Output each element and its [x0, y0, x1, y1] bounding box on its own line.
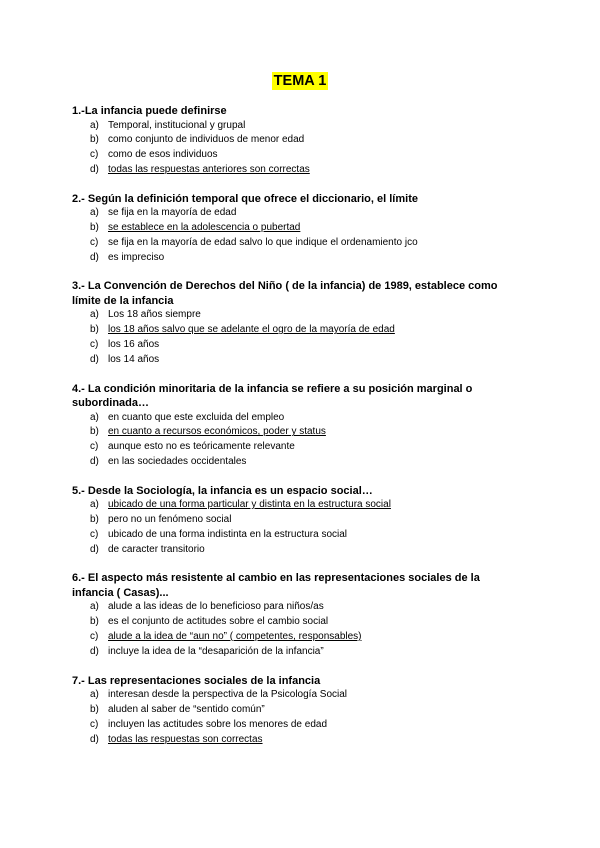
- option-item: [90, 425, 522, 440]
- option-item: [90, 543, 522, 558]
- option-item: [90, 221, 522, 236]
- option-item: [90, 440, 522, 455]
- option-text-correct: alude a la idea de “aun no” ( competentes, responsables): [108, 631, 362, 643]
- option-letter: a): [90, 601, 99, 613]
- page-title: TEMA 1: [273, 73, 327, 89]
- option-list: [72, 308, 522, 367]
- option-text: los 16 años: [108, 338, 160, 350]
- option-item: [90, 645, 522, 660]
- option-letter: c): [90, 528, 99, 540]
- option-item: [90, 411, 522, 426]
- option-item: [90, 528, 522, 543]
- option-text: alude a las ideas de lo beneficioso para niños/as: [108, 601, 324, 613]
- question-text: 4.- La condición minoritaria de la infancia se refiere a su posición marginal o subordinada…: [72, 382, 473, 410]
- option-letter: d): [90, 163, 99, 175]
- option-item: [90, 119, 522, 134]
- option-item: [90, 148, 522, 163]
- option-text: en las sociedades occidentales: [108, 455, 247, 467]
- option-letter: b): [90, 514, 99, 526]
- option-item: [90, 630, 522, 645]
- question-text: 7.- Las representaciones sociales de la infancia: [72, 674, 321, 687]
- option-letter: b): [90, 324, 99, 336]
- option-text: como de esos individuos: [108, 149, 218, 161]
- option-letter: a): [90, 309, 99, 321]
- option-text: pero no un fenómeno social: [108, 514, 232, 526]
- option-item: [90, 206, 522, 221]
- question-text: 3.- La Convención de Derechos del Niño ( de la infancia) de 1989, establece como límite de la infancia: [72, 280, 498, 307]
- option-letter: a): [90, 411, 99, 423]
- option-letter: a): [90, 207, 99, 219]
- option-item: [90, 236, 522, 251]
- question-text: 1.-La infancia puede definirse: [72, 105, 227, 117]
- option-letter: a): [90, 119, 99, 131]
- option-item: [90, 338, 522, 353]
- option-letter: b): [90, 426, 99, 438]
- question-text: 2.- Según la definición temporal que ofrece el diccionario, el límite: [72, 192, 418, 205]
- option-letter: c): [90, 631, 99, 643]
- question-4: [72, 382, 522, 470]
- option-text: incluyen las actitudes sobre los menores de edad: [108, 718, 328, 730]
- option-text: incluye la idea de la “desaparición de la infancia”: [108, 645, 324, 657]
- option-item: [90, 498, 522, 513]
- option-letter: d): [90, 543, 99, 555]
- option-letter: b): [90, 134, 99, 146]
- option-item: [90, 703, 522, 718]
- option-text: como conjunto de individuos de menor edad: [108, 134, 305, 146]
- question-7: [72, 674, 522, 748]
- option-text: se fija en la mayoría de edad: [108, 207, 237, 219]
- option-text: es el conjunto de actitudes sobre el cambio social: [108, 616, 329, 628]
- option-letter: d): [90, 353, 99, 365]
- question-6: [72, 571, 522, 659]
- option-text: es impreciso: [108, 251, 165, 263]
- option-letter: b): [90, 703, 99, 715]
- option-text: Temporal, institucional y grupal: [108, 119, 246, 131]
- question-2: [72, 192, 522, 266]
- option-list: [72, 206, 522, 265]
- question-text: 6.- El aspecto más resistente al cambio en las representaciones sociales de la infancia ( Casas)...: [72, 572, 480, 599]
- option-item: [90, 513, 522, 528]
- question-5: [72, 484, 522, 558]
- option-item: [90, 133, 522, 148]
- title-wrapper: [0, 72, 600, 90]
- option-text: aunque esto no es teóricamente relevante: [108, 441, 295, 453]
- question-text: 5.- Desde la Sociología, la infancia es un espacio social…: [72, 484, 373, 497]
- option-list: [72, 411, 522, 470]
- option-text-correct: todas las respuestas anteriores son correctas: [108, 163, 310, 175]
- option-text: aluden al saber de “sentido común”: [108, 703, 265, 715]
- option-text: los 14 años: [108, 353, 160, 365]
- option-text-correct: se establece en la adolescencia o pubertad: [108, 221, 301, 233]
- option-letter: a): [90, 689, 99, 701]
- option-list: [72, 498, 522, 557]
- option-list: [72, 600, 522, 659]
- option-text-correct: todas las respuestas son correctas: [108, 733, 263, 745]
- option-letter: c): [90, 718, 99, 730]
- option-letter: d): [90, 645, 99, 657]
- option-text: se fija en la mayoría de edad salvo lo que indique el ordenamiento jco: [108, 236, 418, 248]
- option-text: de caracter transitorio: [108, 543, 205, 555]
- option-text-correct: ubicado de una forma particular y distinta en la estructura social: [108, 499, 391, 511]
- option-item: [90, 688, 522, 703]
- option-letter: d): [90, 455, 99, 467]
- question-3: [72, 279, 522, 367]
- option-letter: b): [90, 616, 99, 628]
- option-item: [90, 615, 522, 630]
- option-list: [72, 119, 522, 178]
- option-item: [90, 308, 522, 323]
- option-item: [90, 733, 522, 748]
- option-letter: d): [90, 251, 99, 263]
- option-text-correct: los 18 años salvo que se adelante el ogro de la mayoría de edad: [108, 324, 395, 336]
- option-text: en cuanto que este excluida del empleo: [108, 411, 285, 423]
- option-item: [90, 353, 522, 368]
- question-1: [72, 104, 522, 178]
- option-letter: c): [90, 338, 99, 350]
- option-letter: c): [90, 236, 99, 248]
- option-item: [90, 600, 522, 615]
- option-item: [90, 455, 522, 470]
- option-item: [90, 718, 522, 733]
- option-text-correct: en cuanto a recursos económicos, poder y status: [108, 426, 326, 438]
- option-letter: a): [90, 499, 99, 511]
- option-letter: d): [90, 733, 99, 745]
- option-item: [90, 163, 522, 178]
- option-item: [90, 251, 522, 266]
- option-letter: c): [90, 441, 99, 453]
- question-list: [72, 104, 522, 761]
- option-letter: b): [90, 221, 99, 233]
- option-item: [90, 323, 522, 338]
- option-text: ubicado de una forma indistinta en la estructura social: [108, 528, 348, 540]
- option-letter: c): [90, 149, 99, 161]
- option-text: Los 18 años siempre: [108, 309, 201, 321]
- option-list: [72, 688, 522, 747]
- option-text: interesan desde la perspectiva de la Psicología Social: [108, 689, 348, 701]
